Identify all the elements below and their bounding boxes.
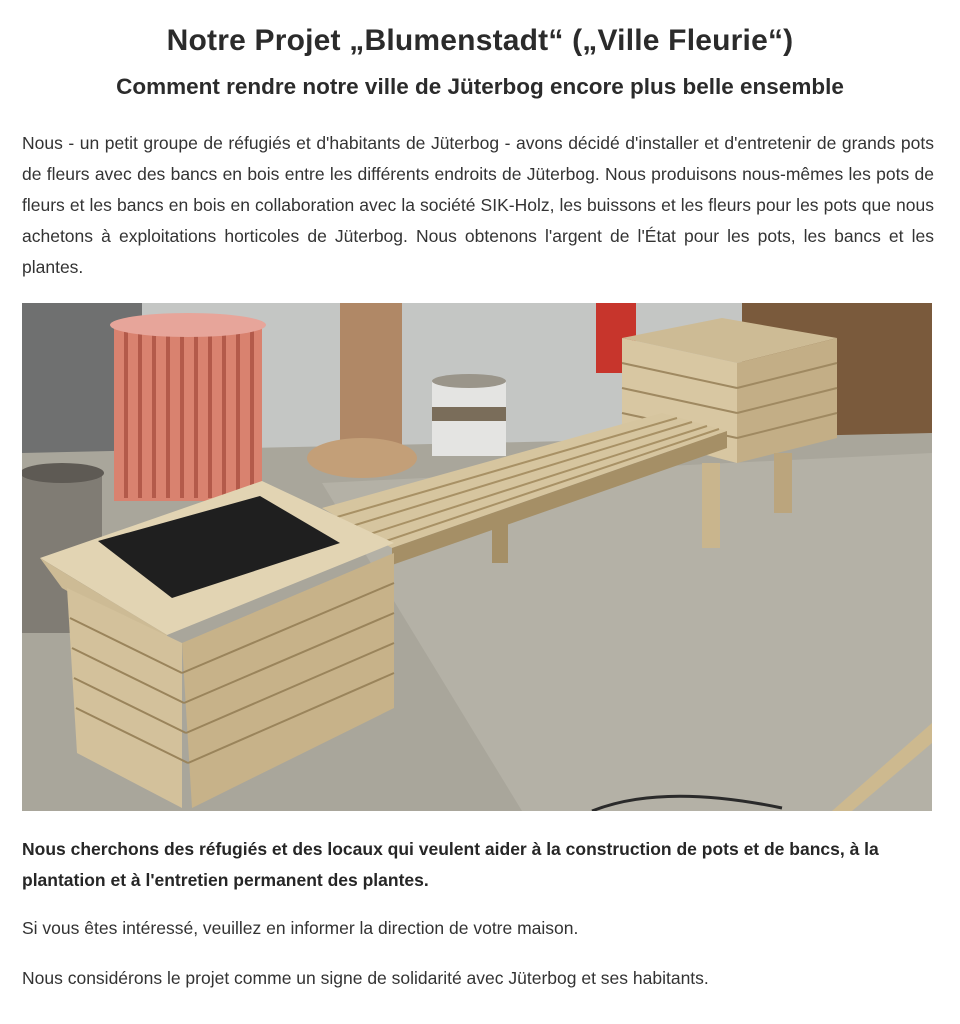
call-to-action: Nous cherchons des réfugiés et des locaux qui veulent aider à la construction de pots et de bancs, à la plantation et à l'entretien permanent des plantes. xyxy=(22,839,879,890)
closing-note: Nous considérons le projet comme un signe de solidarité avec Jüterbog et ses habitants. xyxy=(22,968,709,988)
document-title: Notre Projet „Blumenstadt“ („Ville Fleurie“) xyxy=(166,24,794,58)
paint-bucket xyxy=(432,374,506,456)
bench-planter-photo xyxy=(22,303,932,811)
intro-paragraph: Nous - un petit groupe de réfugiés et d'habitants de Jüterbog - avons décidé d'installer et d'entretenir de grands pots de fleurs avec des bancs en bois entre les différents endroits de Jüterbog. Nous produisons nous-mêmes les pots de fleurs et les bancs en bois en collaboration avec la société SIK-Holz, les buissons et les fleurs pour les pots que nous achetons à exploitations horticoles de Jüterbog. Nous obtenons l'argent de l'État pour les pots, les bancs et les plantes. xyxy=(22,133,934,277)
contact-note: Si vous êtes intéressé, veuillez en informer la direction de votre maison. xyxy=(22,918,579,938)
document-subtitle: Comment rendre notre ville de Jüterbog encore plus belle ensemble xyxy=(116,74,844,99)
radiator xyxy=(110,313,266,501)
